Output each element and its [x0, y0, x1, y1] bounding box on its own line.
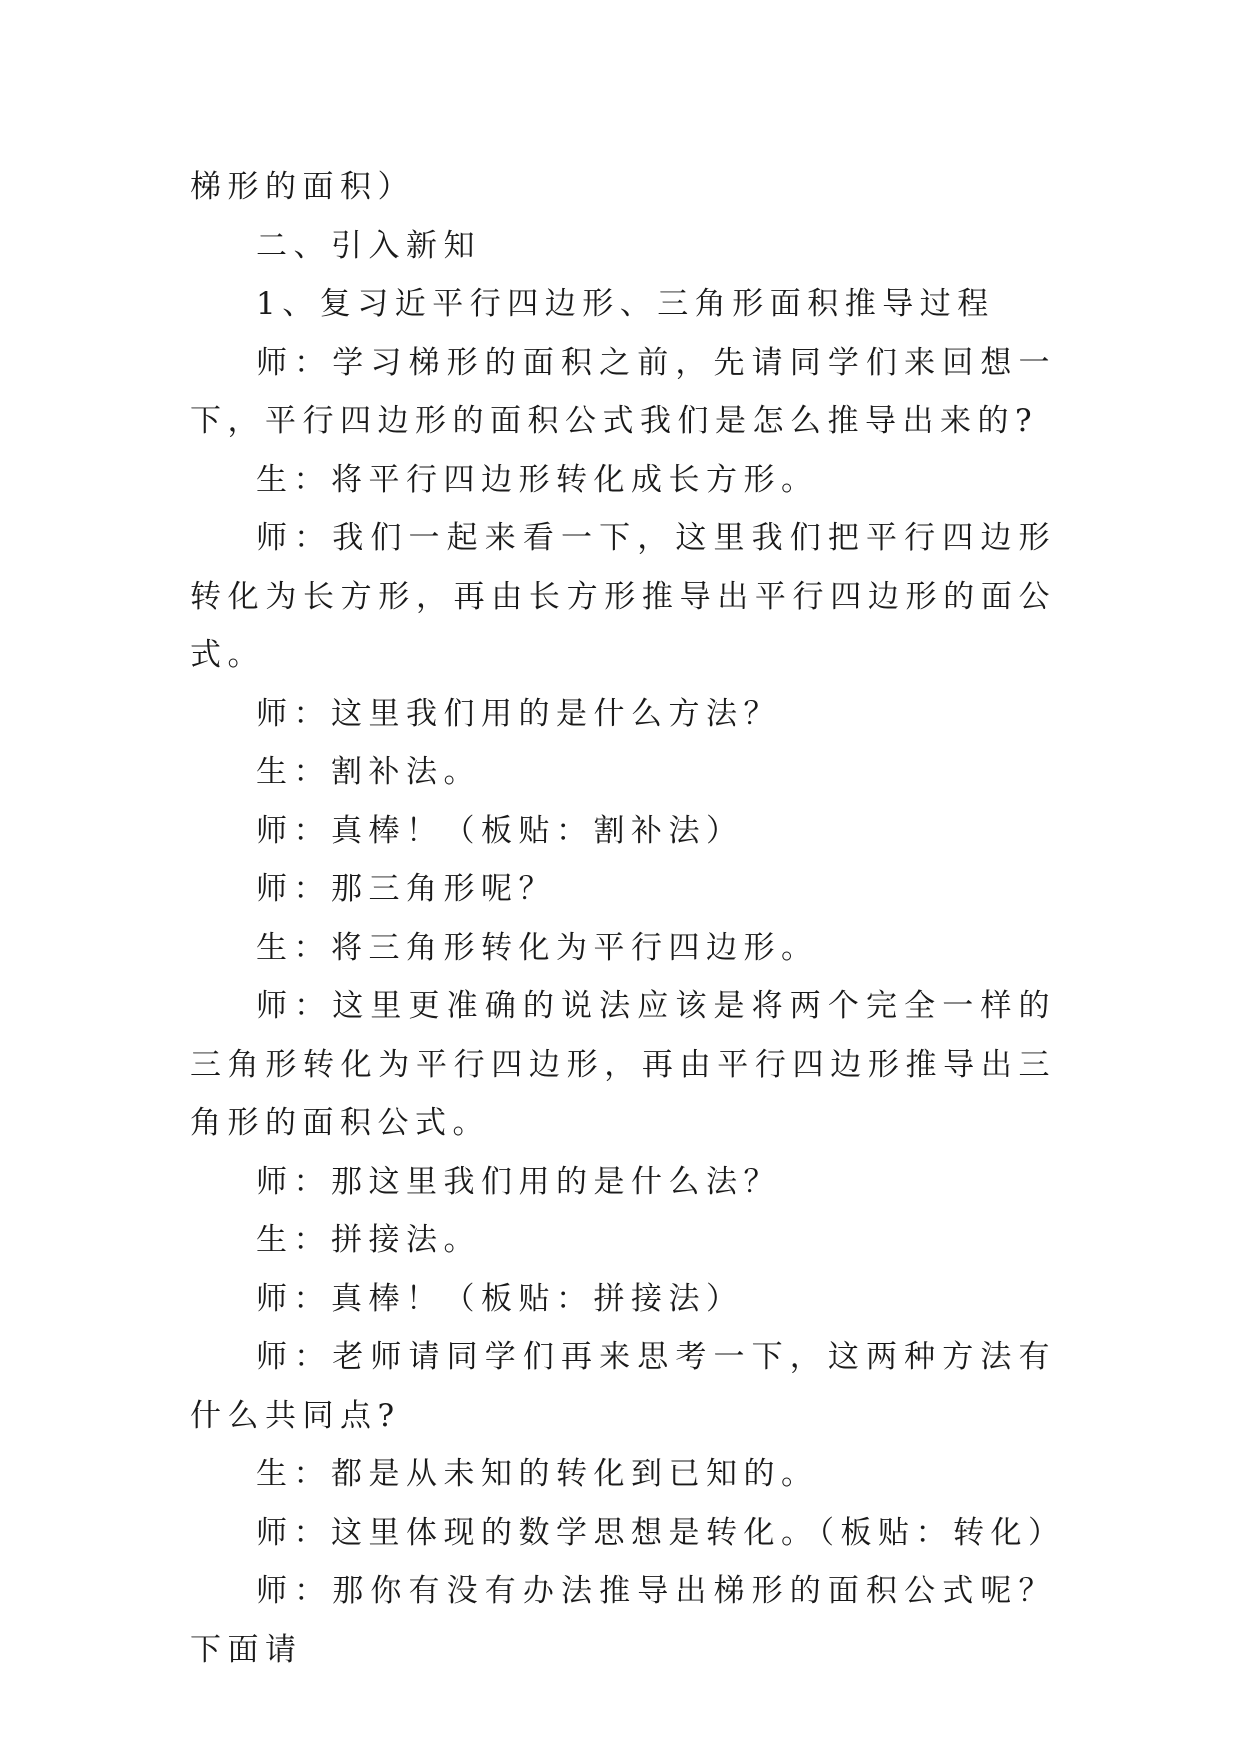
dialogue-line: 师：这里更准确的说法应该是将两个完全一样的三角形转化为平行四边形，再由平行四边形推导出三角形的面积公式。 [190, 988, 1056, 1141]
dialogue-line: 生：拼接法。 [256, 1222, 481, 1258]
dialogue-line: 生：将平行四边形转化成长方形。 [256, 461, 819, 498]
dialogue-line: 师：这里我们用的是什么方法？ [256, 695, 781, 732]
dialogue-line: 师：真棒！（板贴：割补法） [256, 812, 744, 849]
paragraph-continuation: 梯形的面积） [190, 169, 415, 205]
dialogue-line: 生：割补法。 [256, 754, 481, 790]
dialogue-line: 师：我们一起来看一下，这里我们把平行四边形转化为长方形，再由长方形推导出平行四边形的面公式。 [190, 520, 1056, 673]
lesson-transcript [190, 158, 1066, 1679]
subsection-heading-review: 1、复习近平行四边形、三角形面积推导过程 [256, 286, 995, 322]
dialogue-line: 师：那这里我们用的是什么法？ [256, 1163, 781, 1200]
dialogue-line: 师：真棒！（板贴：拼接法） [256, 1280, 744, 1317]
section-heading-new-knowledge: 二、引入新知 [256, 227, 481, 264]
dialogue-line: 师：学习梯形的面积之前，先请同学们来回想一下，平行四边形的面积公式我们是怎么推导出来的? [190, 344, 1056, 439]
dialogue-line: 师：这里体现的数学思想是转化。（板贴：转化） [256, 1514, 1066, 1551]
dialogue-line: 生：都是从未知的转化到已知的。 [256, 1456, 819, 1492]
dialogue-line: 师：老师请同学们再来思考一下，这两种方法有什么共同点? [190, 1339, 1056, 1434]
dialogue-line: 生：将三角形转化为平行四边形。 [256, 929, 819, 966]
dialogue-line: 师：那三角形呢？ [256, 871, 556, 907]
dialogue-line: 师：那你有没有办法推导出梯形的面积公式呢？下面请 [190, 1573, 1056, 1668]
